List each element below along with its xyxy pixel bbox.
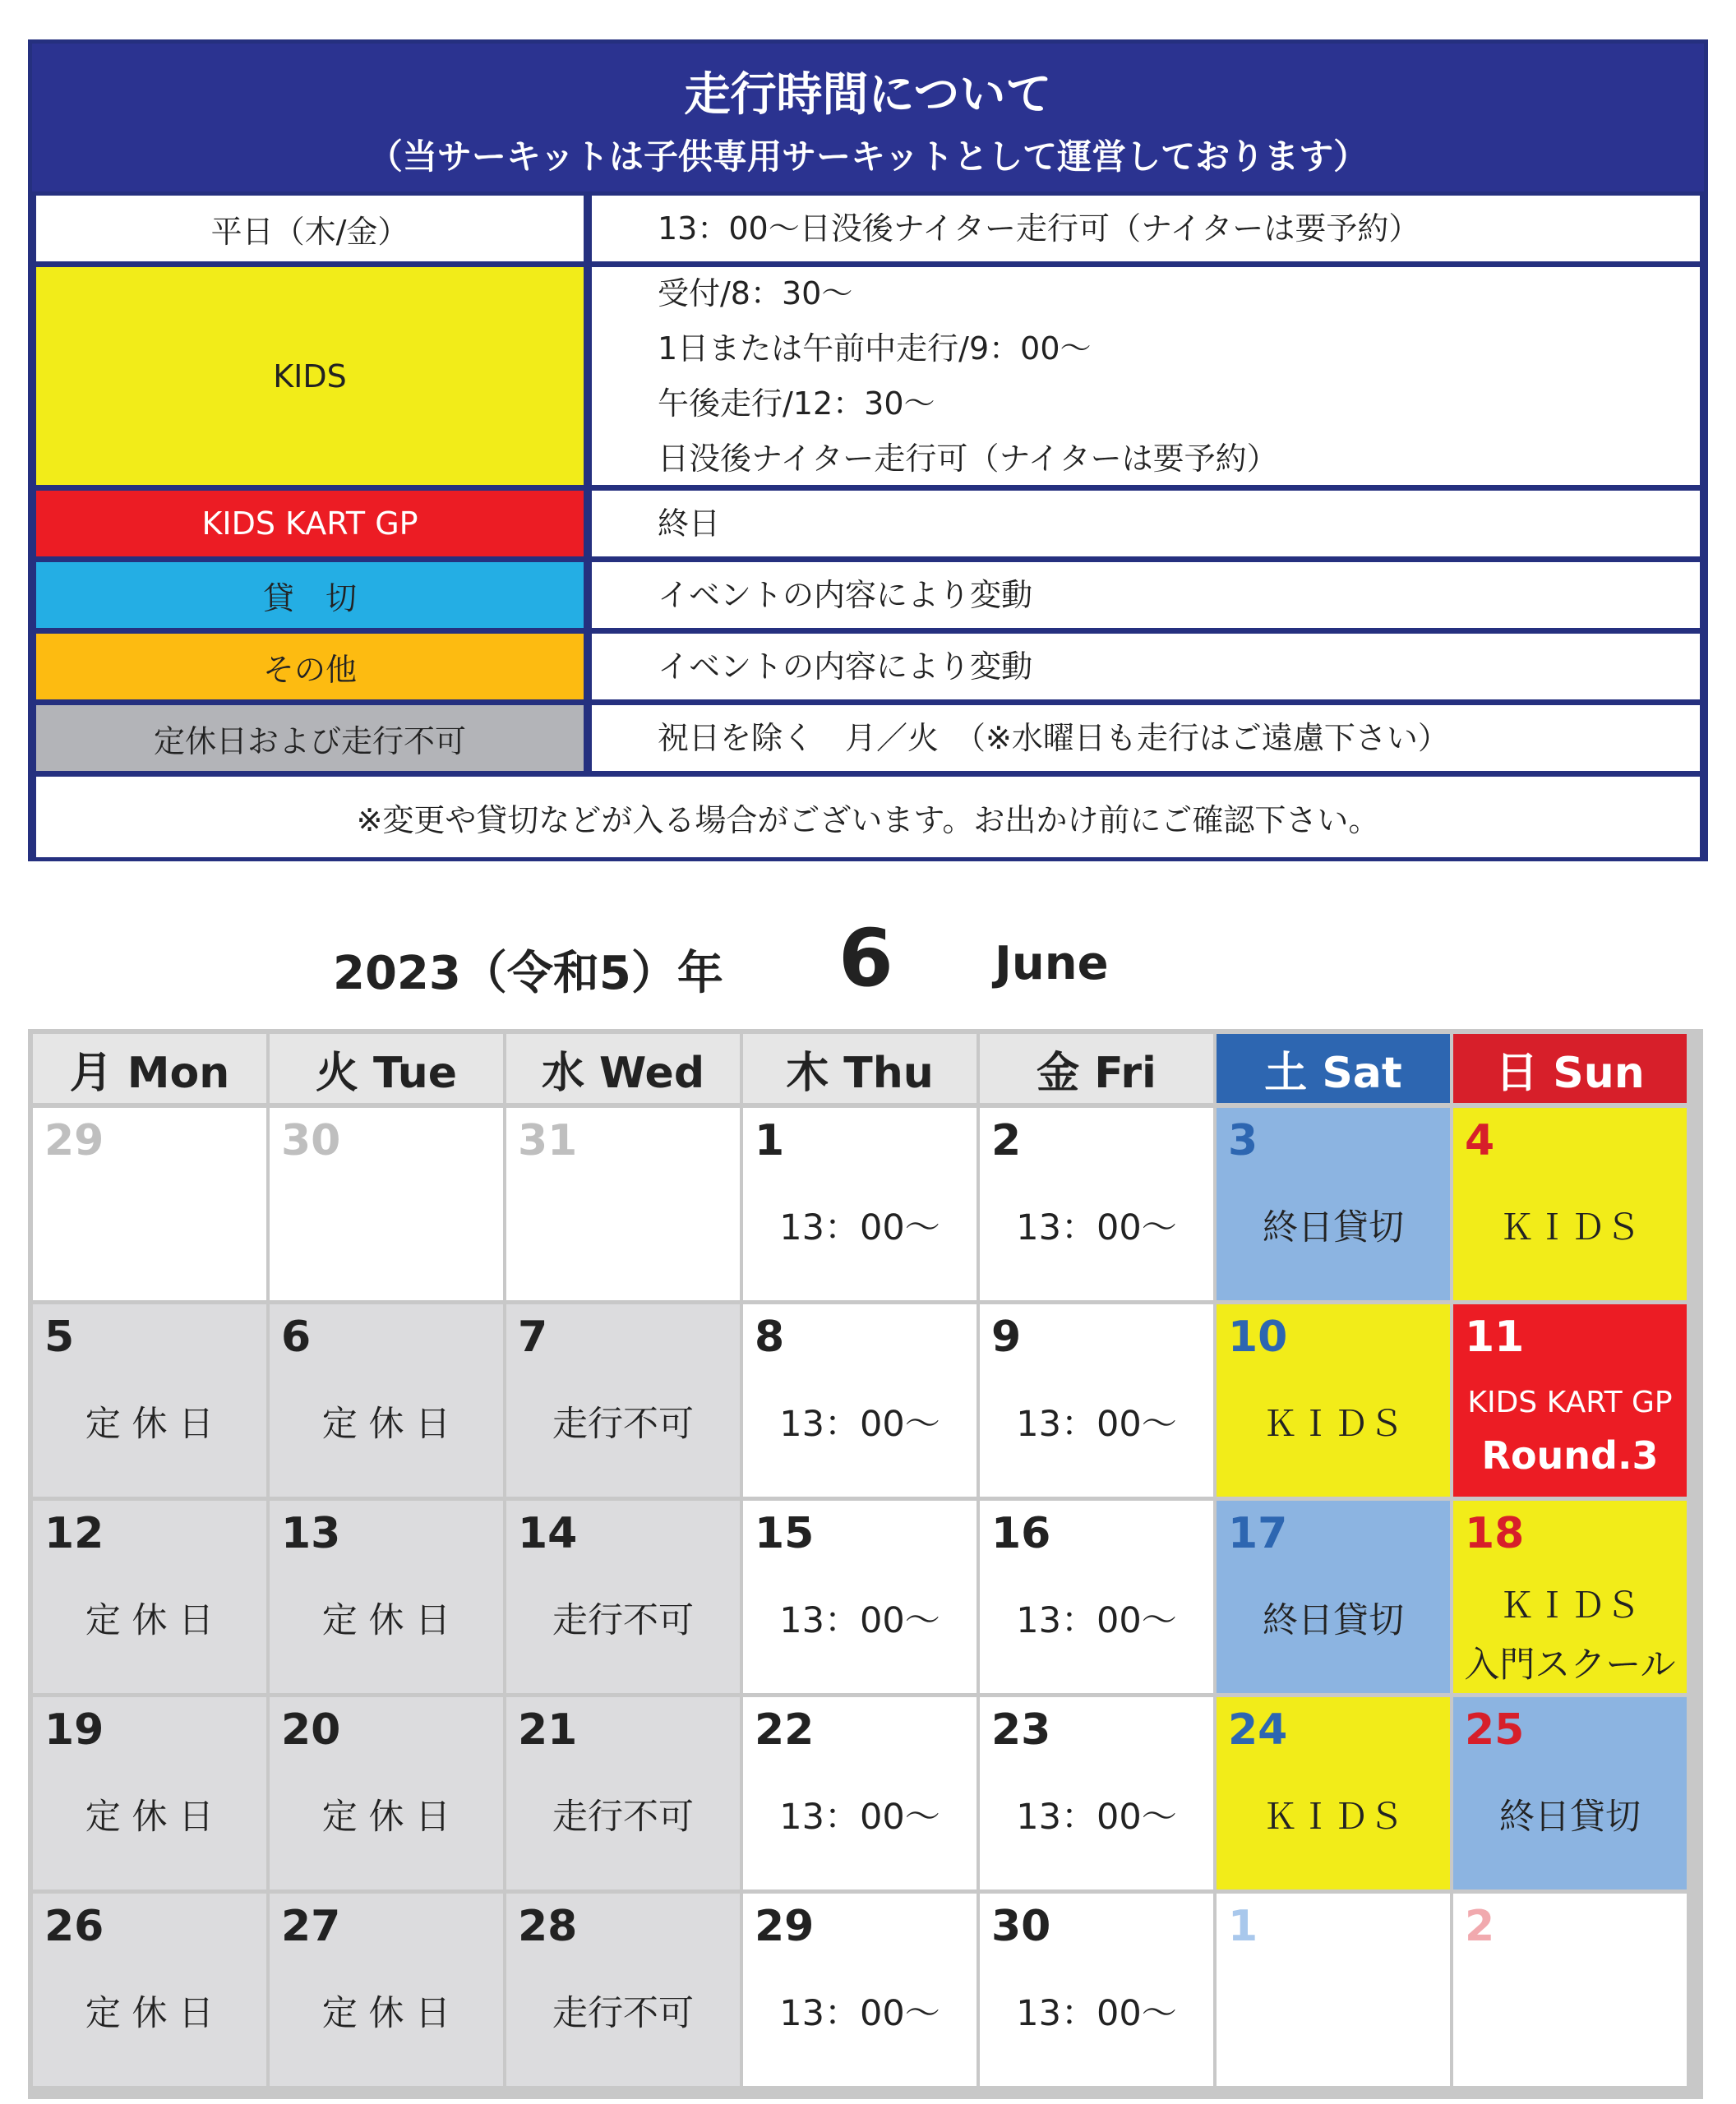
calendar-day-cell [506, 1501, 740, 1693]
info-note: ※変更や貸切などが入る場合がございます。お出かけ前にご確認下さい。 [36, 777, 1700, 857]
day-schedule-line: 定 休 日 [85, 1600, 215, 1641]
day-schedule-line: 入門スクール [1464, 1645, 1676, 1686]
calendar-day-cell [980, 1894, 1213, 2086]
day-schedule-line: KIDS KART GP [1467, 1386, 1673, 1419]
calendar-month-number: 6 [838, 912, 893, 1004]
day-schedule-line: 13：00〜 [1016, 1993, 1177, 2034]
day-number: 11 [1465, 1313, 1525, 1362]
day-schedule-line: 定 休 日 [321, 1993, 451, 2034]
day-number: 9 [991, 1313, 1022, 1362]
day-number: 28 [518, 1902, 578, 1951]
running-hours-table [28, 39, 1708, 861]
calendar-day-cell [743, 1697, 976, 1889]
day-schedule [270, 1789, 503, 1839]
day-number: 18 [1465, 1509, 1525, 1558]
day-number: 29 [44, 1116, 104, 1165]
day-number: 19 [44, 1705, 104, 1755]
info-row-value [592, 196, 1700, 261]
day-number: 24 [1228, 1705, 1288, 1755]
calendar-day-cell [980, 1501, 1213, 1693]
day-schedule [270, 1396, 503, 1446]
day-number: 6 [281, 1313, 312, 1362]
day-schedule-line: 終日貸切 [1263, 1600, 1404, 1641]
day-schedule [506, 1789, 740, 1839]
day-schedule [1453, 1789, 1687, 1839]
day-number: 20 [281, 1705, 341, 1755]
calendar-day-cell [743, 1108, 976, 1300]
calendar-month-name: June [995, 937, 1109, 990]
day-number: 5 [44, 1313, 75, 1362]
day-schedule [980, 1593, 1213, 1643]
day-schedule-line: 13：00〜 [779, 1993, 940, 2034]
day-schedule [980, 1200, 1213, 1250]
info-row-value [592, 562, 1700, 628]
day-schedule [506, 1593, 740, 1643]
day-schedule [743, 1789, 976, 1839]
info-row-line: 日没後ナイター走行可（ナイターは要予約） [658, 440, 1278, 477]
running-hours-header [32, 44, 1704, 191]
calendar-day-cell [1217, 1108, 1450, 1300]
day-schedule-line: 13：00〜 [1016, 1404, 1177, 1445]
calendar-day-cell [270, 1501, 503, 1693]
day-number: 27 [281, 1902, 341, 1951]
calendar-day-cell [1453, 1108, 1687, 1300]
day-schedule-line: 走行不可 [552, 1404, 694, 1445]
day-schedule-line: 終日貸切 [1499, 1797, 1641, 1838]
weekday-header: 木 Thu [743, 1034, 976, 1103]
day-schedule [743, 1396, 976, 1446]
info-row-label: KIDS [36, 267, 584, 485]
day-number: 21 [518, 1705, 578, 1755]
calendar-day-cell [743, 1894, 976, 2086]
day-schedule [1453, 1200, 1687, 1250]
info-row-label: KIDS KART GP [36, 491, 584, 556]
day-schedule-line: 定 休 日 [85, 1404, 215, 1445]
day-schedule-line: ＫＩＤＳ [1263, 1797, 1404, 1838]
weekday-header: 金 Fri [980, 1034, 1213, 1103]
info-row-line: 午後走行/12：30〜 [658, 385, 935, 422]
calendar-year: 2023（令和5）年 [333, 947, 723, 1000]
info-row-kids-kart-gp [32, 491, 1704, 556]
day-schedule-line [1453, 1429, 1687, 1486]
day-schedule-line: 13：00〜 [779, 1404, 940, 1445]
round-label: Round.3 [1481, 1433, 1659, 1478]
calendar-day-cell [270, 1894, 503, 2086]
calendar-day-cell [743, 1501, 976, 1693]
info-row-line: イベントの内容により変動 [658, 648, 1033, 685]
day-number: 15 [755, 1509, 815, 1558]
day-schedule [1217, 1593, 1450, 1643]
day-schedule [1453, 1576, 1687, 1695]
day-schedule [1217, 1789, 1450, 1839]
day-number: 14 [518, 1509, 578, 1558]
day-number: 22 [755, 1705, 815, 1755]
day-schedule-line: 走行不可 [552, 1993, 694, 2034]
calendar-day-cell [1217, 1501, 1450, 1693]
day-schedule-line: ＫＩＤＳ [1499, 1585, 1641, 1626]
running-hours-title: 走行時間について [684, 68, 1052, 122]
info-row-line: 13：00〜日没後ナイター走行可（ナイターは要予約） [658, 210, 1420, 247]
info-row-kids [32, 267, 1704, 485]
calendar-grid [28, 1029, 1703, 2099]
day-schedule-line: ＫＩＤＳ [1263, 1404, 1404, 1445]
day-schedule [980, 1396, 1213, 1446]
info-row-value [592, 634, 1700, 699]
weekday-header: 火 Tue [270, 1034, 503, 1103]
day-number: 25 [1465, 1705, 1525, 1755]
calendar-day-cell [1453, 1304, 1687, 1497]
day-schedule [270, 1593, 503, 1643]
day-schedule [980, 1986, 1213, 2036]
calendar-day-cell [743, 1304, 976, 1497]
day-number: 8 [755, 1313, 785, 1362]
info-row-weekday [32, 196, 1704, 261]
info-row-charter [32, 562, 1704, 628]
day-schedule [743, 1200, 976, 1250]
day-number: 4 [1465, 1116, 1495, 1165]
info-row-line: 祝日を除く 月／火 （※水曜日も走行はご遠慮下さい） [658, 719, 1449, 756]
info-row-line: 1日または午前中走行/9：00〜 [658, 330, 1092, 367]
day-number: 12 [44, 1509, 104, 1558]
day-schedule [1217, 1200, 1450, 1250]
day-number: 29 [755, 1902, 815, 1951]
calendar-day-cell [270, 1697, 503, 1889]
calendar-day-cell [1453, 1894, 1687, 2086]
day-schedule [33, 1789, 266, 1839]
day-schedule [743, 1986, 976, 2036]
weekday-header: 月 Mon [33, 1034, 266, 1103]
day-number: 7 [518, 1313, 548, 1362]
day-number: 1 [755, 1116, 785, 1165]
day-schedule-line: 13：00〜 [1016, 1207, 1177, 1248]
info-row-label: 貸 切 [36, 562, 584, 628]
info-row-closed [32, 705, 1704, 771]
running-hours-subtitle: （当サーキットは子供専用サーキットとして運営しております） [367, 136, 1369, 177]
calendar-day-cell [33, 1108, 266, 1300]
calendar-day-cell [1217, 1304, 1450, 1497]
calendar-day-cell [33, 1697, 266, 1889]
calendar-day-cell [270, 1108, 503, 1300]
calendar-day-cell [33, 1501, 266, 1693]
day-number: 3 [1228, 1116, 1258, 1165]
day-number: 13 [281, 1509, 341, 1558]
day-number: 31 [518, 1116, 578, 1165]
day-schedule [1217, 1396, 1450, 1446]
day-schedule-line: 13：00〜 [1016, 1600, 1177, 1641]
day-number: 1 [1228, 1902, 1258, 1951]
calendar-day-cell [1453, 1697, 1687, 1889]
day-schedule-line: 終日貸切 [1263, 1207, 1404, 1248]
info-row-value [592, 705, 1700, 771]
day-number: 17 [1228, 1509, 1288, 1558]
day-schedule-line: 13：00〜 [1016, 1797, 1177, 1838]
day-schedule-line: 定 休 日 [321, 1600, 451, 1641]
info-row-value [592, 267, 1700, 485]
day-schedule [506, 1986, 740, 2036]
day-schedule-line: 定 休 日 [321, 1797, 451, 1838]
info-row-label: 平日（木/金） [36, 196, 584, 261]
day-number: 30 [281, 1116, 341, 1165]
day-schedule-line: 定 休 日 [321, 1404, 451, 1445]
calendar-day-cell [980, 1697, 1213, 1889]
day-schedule [980, 1789, 1213, 1839]
info-row-label: その他 [36, 634, 584, 699]
day-schedule-line: 走行不可 [552, 1797, 694, 1838]
info-row-line: 終日 [658, 505, 721, 542]
calendar-day-cell [980, 1304, 1213, 1497]
day-schedule [1453, 1377, 1687, 1486]
day-schedule-line: ＫＩＤＳ [1499, 1207, 1641, 1248]
day-schedule [33, 1986, 266, 2036]
day-schedule [506, 1396, 740, 1446]
calendar-day-cell [506, 1304, 740, 1497]
calendar-title [0, 912, 1736, 1011]
day-schedule-line: 走行不可 [552, 1600, 694, 1641]
info-row-other [32, 634, 1704, 699]
day-number: 26 [44, 1902, 104, 1951]
calendar-day-cell [980, 1108, 1213, 1300]
day-schedule-line: 定 休 日 [85, 1993, 215, 2034]
info-note-row [32, 777, 1704, 857]
info-row-label: 定休日および走行不可 [36, 705, 584, 771]
day-schedule [33, 1593, 266, 1643]
calendar-day-cell [1217, 1697, 1450, 1889]
info-row-line: 受付/8：30〜 [658, 275, 853, 311]
day-schedule [270, 1986, 503, 2036]
calendar-day-cell [1453, 1501, 1687, 1693]
calendar-day-cell [33, 1894, 266, 2086]
day-number: 30 [991, 1902, 1051, 1951]
info-row-line: イベントの内容により変動 [658, 576, 1033, 613]
day-number: 16 [991, 1509, 1051, 1558]
calendar-day-cell [506, 1697, 740, 1889]
calendar-day-cell [506, 1108, 740, 1300]
weekday-header: 日 Sun [1453, 1034, 1687, 1103]
day-schedule [743, 1593, 976, 1643]
calendar-day-cell [270, 1304, 503, 1497]
weekday-header: 土 Sat [1217, 1034, 1450, 1103]
day-schedule-line: 13：00〜 [779, 1797, 940, 1838]
day-schedule-line: 13：00〜 [779, 1600, 940, 1641]
calendar-day-cell [33, 1304, 266, 1497]
weekday-header: 水 Wed [506, 1034, 740, 1103]
day-number: 2 [1465, 1902, 1495, 1951]
day-schedule-line: 定 休 日 [85, 1797, 215, 1838]
info-row-value [592, 491, 1700, 556]
day-number: 2 [991, 1116, 1022, 1165]
day-schedule-line: 13：00〜 [779, 1207, 940, 1248]
calendar-day-cell [1217, 1894, 1450, 2086]
day-number: 23 [991, 1705, 1051, 1755]
calendar-day-cell [506, 1894, 740, 2086]
day-number: 10 [1228, 1313, 1288, 1362]
day-schedule [33, 1396, 266, 1446]
